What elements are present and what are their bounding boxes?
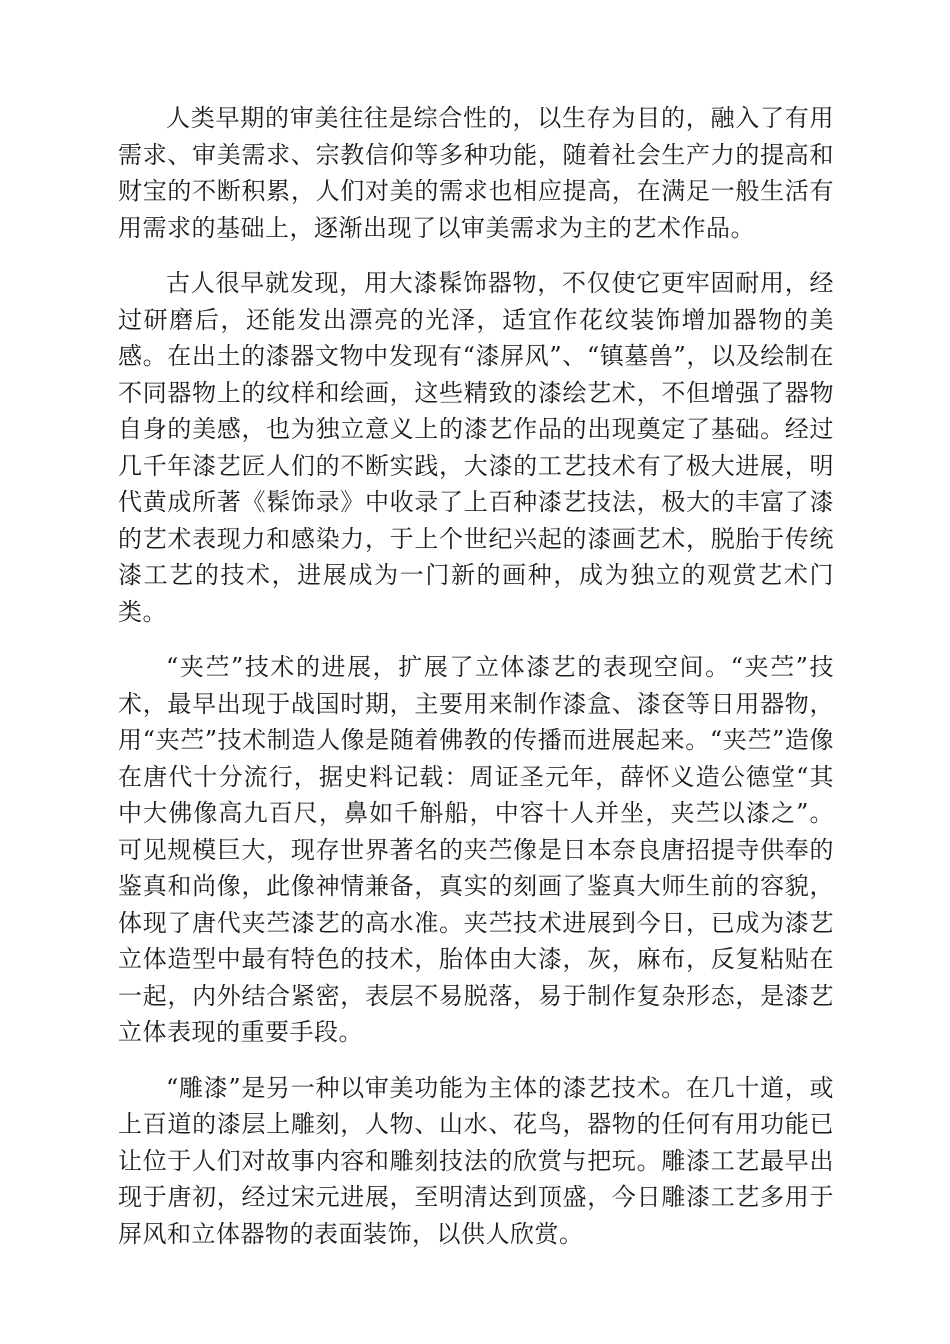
paragraph-aesthetics-origin: 人类早期的审美往往是综合性的，以生存为目的，融入了有用需求、审美需求、宗教信仰等多种功能，随着社会生产力的提高和财宝的不断积累，人们对美的需求也相应提高，在满足一般生活有用需求的基础上，逐渐出现了以审美需求为主的艺术作品。 <box>118 104 834 242</box>
paragraph-carved-lacquer: “雕漆”是另一种以审美功能为主体的漆艺技术。在几十道，或上百道的漆层上雕刻，人物、山水、花鸟，器物的任何有用功能已让位于人们对故事内容和雕刻技法的欣赏与把玩。雕漆工艺最早出现于唐初，经过宋元进展，至明清达到顶盛，今日雕漆工艺多用于屏风和立体器物的表面装饰，以供人欣赏。 <box>118 1073 834 1248</box>
paragraph-lacquer-decoration: 古人很早就发现，用大漆髹饰器物，不仅使它更牢固耐用，经过研磨后，还能发出漂亮的光泽，适宜作花纹装饰增加器物的美感。在出土的漆器文物中发现有“漆屏风”、“镇墓兽”，以及绘制在不同器物上的纹样和绘画，这些精致的漆绘艺术，不但增强了器物自身的美感，也为独立意义上的漆艺作品的出现奠定了基础。经过几千年漆艺匠人们的不断实践，大漆的工艺技术有了极大进展，明代黄成所著《髹饰录》中收录了上百种漆艺技法，极大的丰富了漆的艺术表现力和感染力，于上个世纪兴起的漆画艺术，脱胎于传统漆工艺的技术，进展成为一门新的画种，成为独立的观赏艺术门类。 <box>118 269 834 626</box>
paragraph-jiazhu-technique: “夹苎”技术的进展，扩展了立体漆艺的表现空间。“夹苎”技术，最早出现于战国时期，主要用来制作漆盒、漆奁等日用器物，用“夹苎”技术制造人像是随着佛教的传播而进展起来。“夹苎”造像在唐代十分流行，据史料记载：周证圣元年，薛怀义造公德堂“其中大佛像高九百尺，鼻如千斛船，中容十人并坐，夹苎以漆之”。可见规模巨大，现存世界著名的夹苎像是日本奈良唐招提寺供奉的鉴真和尚像，此像神情兼备，真实的刻画了鉴真大师生前的容貌，体现了唐代夹苎漆艺的高水准。夹苎技术进展到今日，已成为漆艺立体造型中最有特色的技术，胎体由大漆，灰，麻布，反复粘贴在一起，内外结合紧密，表层不易脱落，易于制作复杂形态，是漆艺立体表现的重要手段。 <box>118 653 834 1046</box>
document-body <box>118 100 834 1271</box>
